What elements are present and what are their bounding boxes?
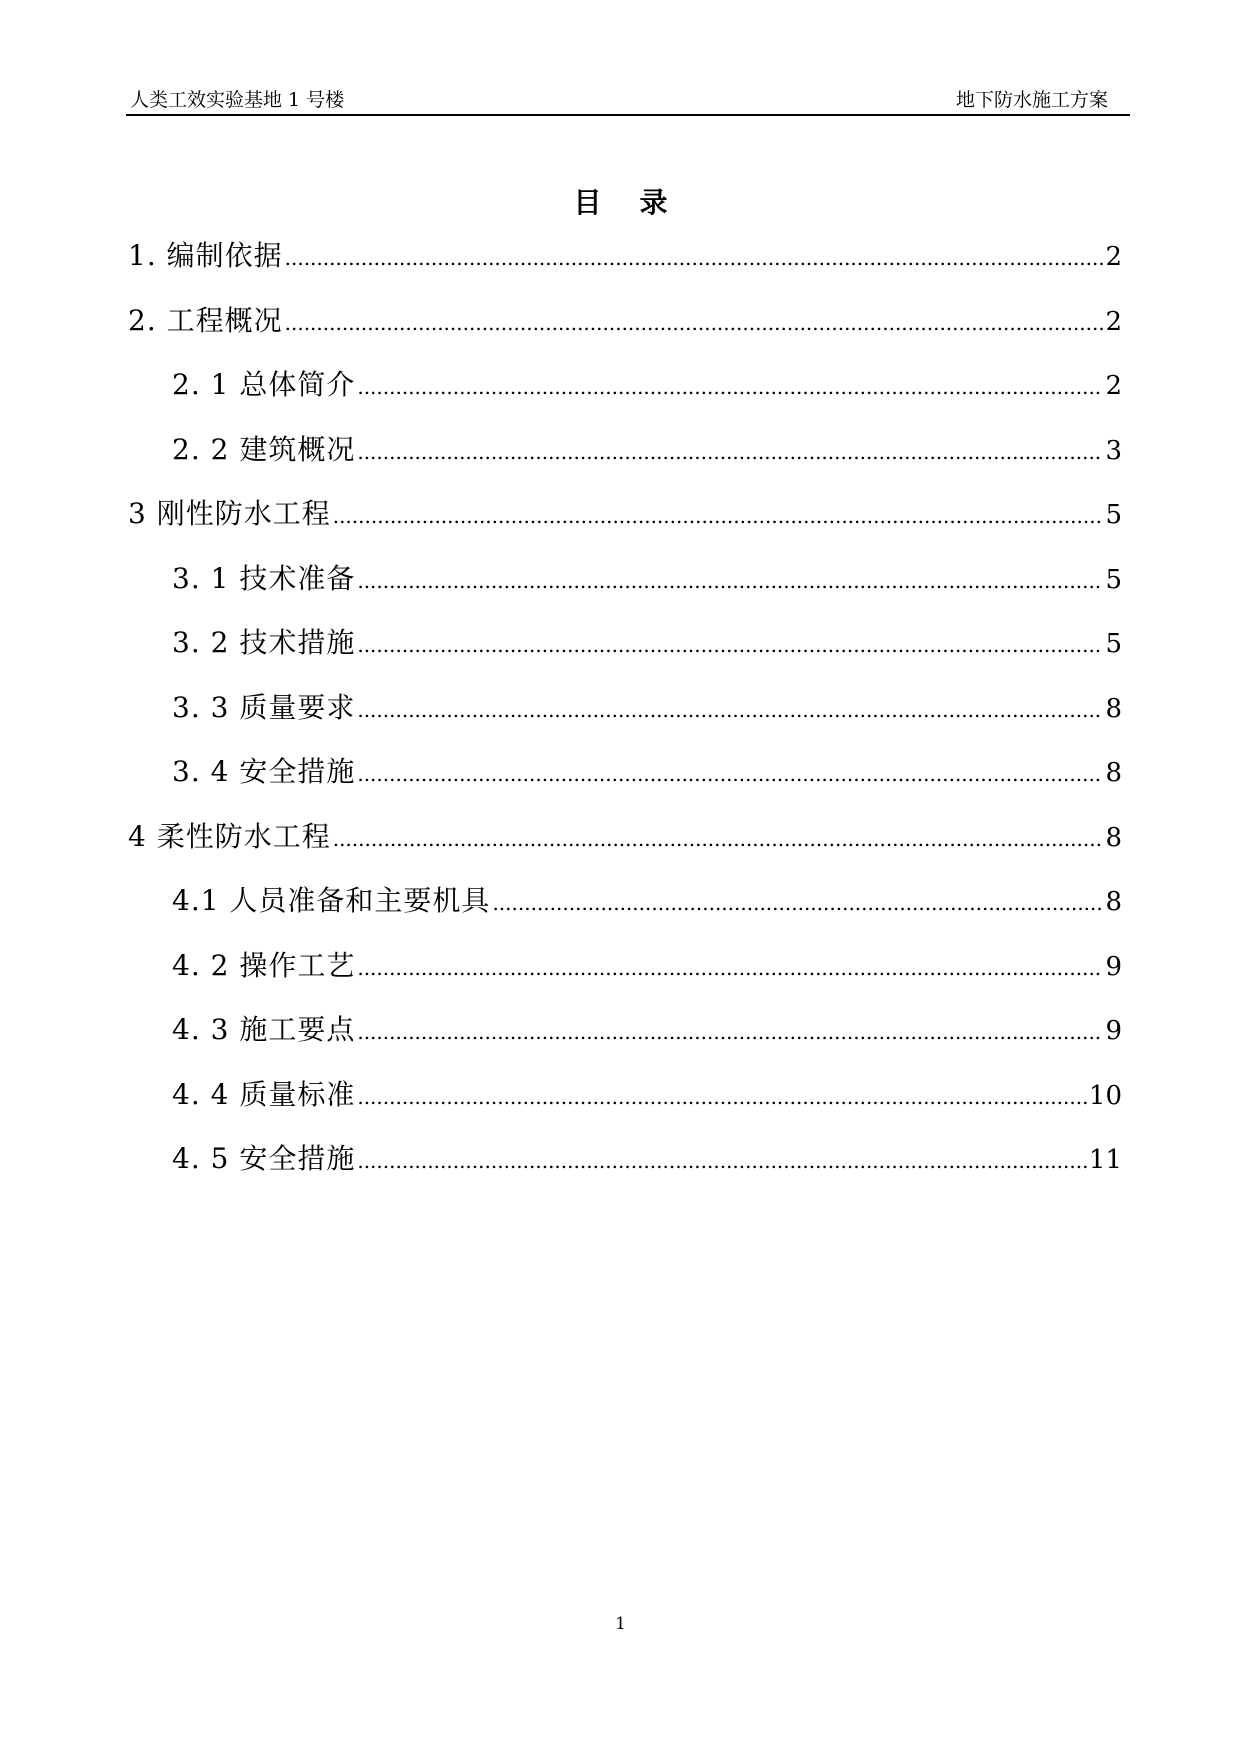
toc-entry-label: 4. 4 质量标准 <box>172 1078 356 1111</box>
toc-entry-label: 3. 4 安全措施 <box>172 755 356 788</box>
toc-dot-leader <box>357 948 1103 988</box>
toc-entry[interactable] <box>172 1010 1122 1050</box>
toc-dot-leader <box>357 432 1103 472</box>
toc-entry-page: 5 <box>1105 500 1122 530</box>
toc-entry-page: 9 <box>1105 952 1122 982</box>
toc-entry-label: 4. 3 施工要点 <box>172 1013 356 1046</box>
toc-entry[interactable] <box>172 1075 1122 1115</box>
toc-entry-page: 2 <box>1105 307 1122 337</box>
toc-entry-page: 3 <box>1105 436 1122 466</box>
toc-entry-label: 2. 2 建筑概况 <box>172 433 356 466</box>
toc-entry-label: 3 刚性防水工程 <box>128 497 331 530</box>
toc-entry-label: 1. 编制依据 <box>128 239 283 272</box>
toc-entry[interactable] <box>172 881 1122 921</box>
toc-entry[interactable] <box>172 430 1122 470</box>
toc-dot-leader <box>357 1012 1103 1052</box>
toc-entry[interactable] <box>172 559 1122 599</box>
toc-dot-leader <box>492 883 1103 923</box>
toc-entry-label: 3. 3 质量要求 <box>172 691 356 724</box>
toc-entry-label: 2. 1 总体简介 <box>172 368 356 401</box>
toc-entry-page: 8 <box>1105 823 1122 853</box>
toc-entry-label: 4 柔性防水工程 <box>128 820 331 853</box>
toc-entry-page: 5 <box>1105 629 1122 659</box>
toc-entry-page: 8 <box>1105 758 1122 788</box>
toc-entry[interactable] <box>172 946 1122 986</box>
page-number: 1 <box>615 1614 626 1634</box>
toc-entry-page: 2 <box>1105 371 1122 401</box>
toc-entry[interactable] <box>128 236 1122 276</box>
toc-dot-leader <box>357 561 1103 601</box>
toc-entry[interactable] <box>172 365 1122 405</box>
toc-dot-leader <box>357 1077 1087 1117</box>
toc-entry-label: 4. 2 操作工艺 <box>172 949 356 982</box>
toc-dot-leader <box>357 690 1103 730</box>
toc-entry-label: 3. 2 技术措施 <box>172 626 356 659</box>
toc-dot-leader <box>333 496 1104 536</box>
toc-entry-page: 8 <box>1105 887 1122 917</box>
toc-dot-leader <box>357 754 1103 794</box>
toc-entry[interactable] <box>128 301 1122 341</box>
toc-entry[interactable] <box>172 623 1122 663</box>
toc-title: 目录 <box>573 186 706 219</box>
toc-entry[interactable] <box>172 1139 1122 1179</box>
toc-entry-label: 3. 1 技术准备 <box>172 562 356 595</box>
header-document-title: 地下防水施工方案 <box>955 89 1108 111</box>
toc-entry-page: 8 <box>1105 694 1122 724</box>
page-header <box>126 88 1130 116</box>
toc-entry-label: 4.1 人员准备和主要机具 <box>172 884 491 917</box>
toc-dot-leader <box>333 819 1104 859</box>
toc-entry-page: 5 <box>1105 565 1122 595</box>
header-project-name: 人类工效实验基地 1 号楼 <box>130 89 345 111</box>
toc-entry-label: 2. 工程概况 <box>128 304 283 337</box>
toc-entry-page: 10 <box>1088 1081 1122 1111</box>
toc-entry-page: 9 <box>1105 1016 1122 1046</box>
toc-entry[interactable] <box>172 688 1122 728</box>
toc-entry[interactable] <box>172 752 1122 792</box>
toc-dot-leader <box>285 238 1104 278</box>
toc-entry-page: 2 <box>1105 242 1122 272</box>
toc-entry-label: 4. 5 安全措施 <box>172 1142 356 1175</box>
toc-dot-leader <box>357 1141 1087 1181</box>
toc-dot-leader <box>357 367 1103 407</box>
toc-dot-leader <box>357 625 1103 665</box>
toc-entry[interactable] <box>128 494 1122 534</box>
toc-entry-page: 11 <box>1088 1145 1122 1175</box>
toc-entry[interactable] <box>128 817 1122 857</box>
toc-dot-leader <box>285 303 1104 343</box>
